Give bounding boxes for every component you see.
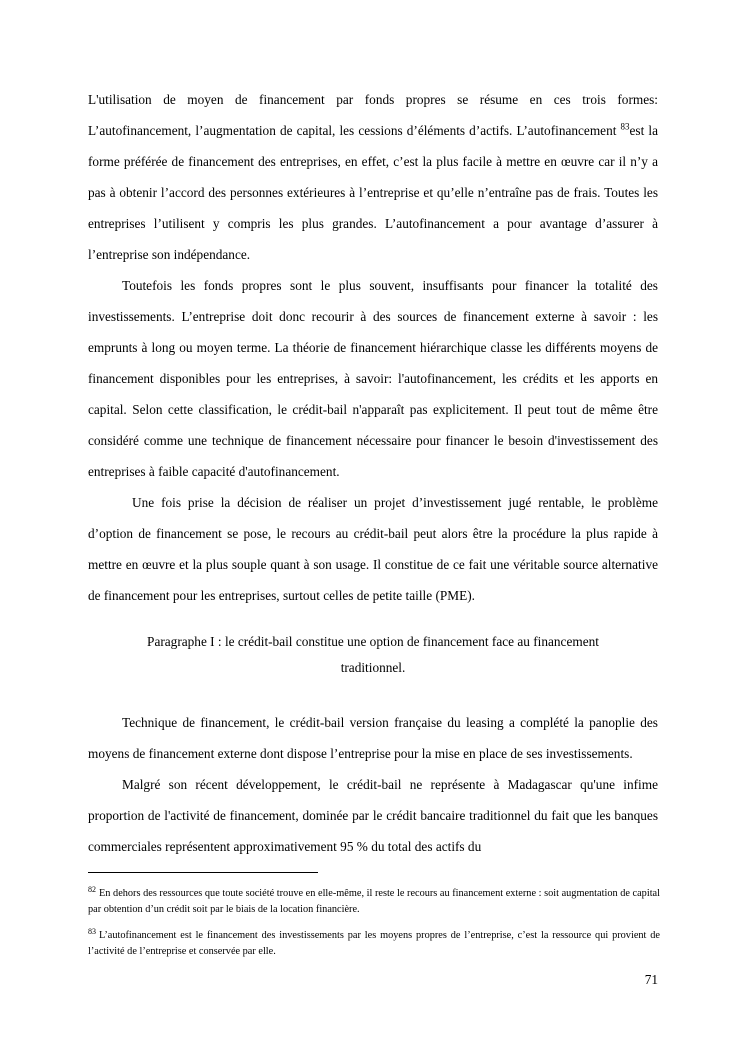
heading-spacer xyxy=(88,681,658,707)
paragraph-3: Une fois prise la décision de réaliser un projet d’investissement jugé rentable, le problème d’option de financement se pose, le recours au crédit-bail peut alors être la procédure la plus rapide à mettre en œuvre et la plus souple quant à son usage. Il constitue de ce fait une véritable source alternative de financement pour les entreprises, surtout celles de petite taille (PME). xyxy=(88,495,658,603)
paragraph-1-text-b: est la forme préférée de financement des entreprises, en effet, c’est la plus facile à mettre en œuvre car il n’y a pas à obtenir l’accord des personnes extérieures à l’entreprise et qu’elle n’entraîne pas de frais. Toutes les entreprises l’utilisent y compris les plus grandes. L’autofinancement a pour avantage d’assurer à l’entreprise son indépendance. xyxy=(88,123,658,262)
paragraph-1 xyxy=(88,84,658,270)
paragraph-5: Malgré son récent développement, le crédit-bail ne représente à Madagascar qu'une infime proportion de l'activité de financement, dominée par le crédit bancaire traditionnel du fait que les banques commerciales représentent approximativement 95 % du total des actifs du xyxy=(88,777,658,854)
paragraph-4: Technique de financement, le crédit-bail version française du leasing a complété la panoplie des moyens de financement externe dont dispose l’entreprise pour la mise en place de ses investissements. xyxy=(88,715,658,761)
footnote-82 xyxy=(88,886,660,917)
page-body xyxy=(88,84,658,862)
footnote-83-text: L’autofinancement est le financement des investissements par les moyens propres de l’entreprise, c’est la ressource qui provient de l’activité de l’entreprise et conservée par elle. xyxy=(88,930,660,957)
paragraph-1-text-a: L'utilisation de moyen de financement par fonds propres se résume en ces trois formes: L’autofinancement, l’augmentation de capital, les cessions d’éléments d’actifs. L’autofinancement xyxy=(88,92,658,138)
footnote-82-text: En dehors des ressources que toute société trouve en elle-même, il reste le recours au financement externe : soit augmentation de capital par obtention d’un crédit soit par le biais de la location financière. xyxy=(88,888,660,915)
footnote-reference-83: 83 xyxy=(620,121,630,132)
footnote-separator-rule xyxy=(88,872,318,873)
footnote-83-marker: 83 xyxy=(88,926,96,936)
section-heading: Paragraphe I : le crédit-bail constitue une option de financement face au financement traditionnel. xyxy=(147,634,599,675)
footnote-area xyxy=(88,886,660,970)
paragraph-2: Toutefois les fonds propres sont le plus souvent, insuffisants pour financer la totalité des investissements. L’entreprise doit donc recourir à des sources de financement externe à savoir : les emprunts à long ou moyen terme. La théorie de financement hiérarchique classe les différents moyens de financement disponibles pour les entreprises, à savoir: l'autofinancement, les crédits et les apports en capital. Selon cette classification, le crédit-bail n'apparaît pas explicitement. Il peut tout de même être considéré comme une technique de financement nécessaire pour financer le besoin d'investissement des entreprises à faible capacité d'autofinancement. xyxy=(88,278,658,479)
footnote-83 xyxy=(88,928,660,959)
footnote-82-marker: 82 xyxy=(88,884,96,894)
page-number: 71 xyxy=(644,972,658,987)
